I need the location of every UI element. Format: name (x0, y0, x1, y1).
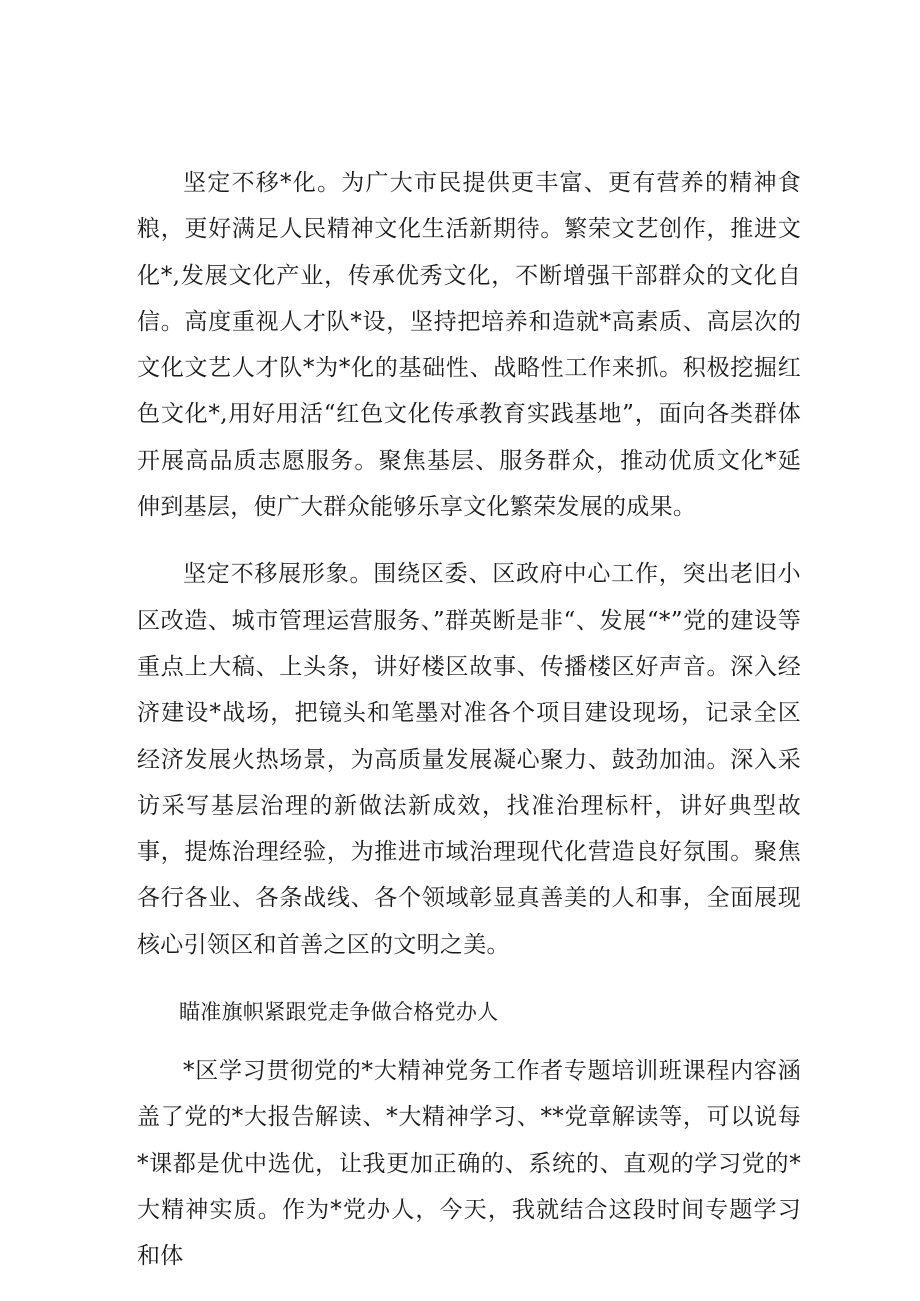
paragraph-culture: 坚定不移*化。为广大市民提供更丰富、更有营养的精神食粮，更好满足人民精神文化生活新期待。繁荣文艺创作，推进文化*,发展文化产业，传承优秀文化，不断增强干部群众的文化自信。高度重视人才队*设，坚持把培养和造就*高素质、高层次的文化文艺人才队*为*化的基础性、战略性工作来抓。积极挖掘红色文化*,用好用活“红色文化传承教育实践基地”，面向各类群体开展高品质志愿服务。聚焦基层、服务群众，推动优质文化*延伸到基层，使广大群众能够乐享文化繁荣发展的成果。 (137, 170, 801, 521)
paragraph-training: *区学习贯彻党的*大精神党务工作者专题培训班课程内容涵盖了党的*大报告解读、*大精神学习、**党章解读等，可以说每*课都是优中选优，让我更加正确的、系统的、直观的学习党的*大精神实质。作为*党办人，今天，我就结合这段时间专题学习和体 (137, 1058, 801, 1270)
document-page (137, 160, 801, 1280)
paragraph-image: 坚定不移展形象。围绕区委、区政府中心工作，突出老旧小区改造、城市管理运营服务、”群英断是非“、发展“*”党的建设等重点上大稿、上头条，讲好楼区故事、传播楼区好声音。深入经济建设*战场，把镜头和笔墨对准各个项目建设现场，记录全区经济发展火热场景，为高质量发展凝心聚力、鼓劲加油。深入采访采写基层治理的新做法新成效，找准治理标杆，讲好典型故事，提炼治理经验，为推进市域治理现代化营造良好氛围。聚焦各行各业、各条战线、各个领域彰显真善美的人和事，全面展现核心引领区和首善之区的文明之美。 (137, 561, 801, 958)
section-heading: 瞄准旗帜紧跟党走争做合格党办人 (179, 1000, 499, 1025)
